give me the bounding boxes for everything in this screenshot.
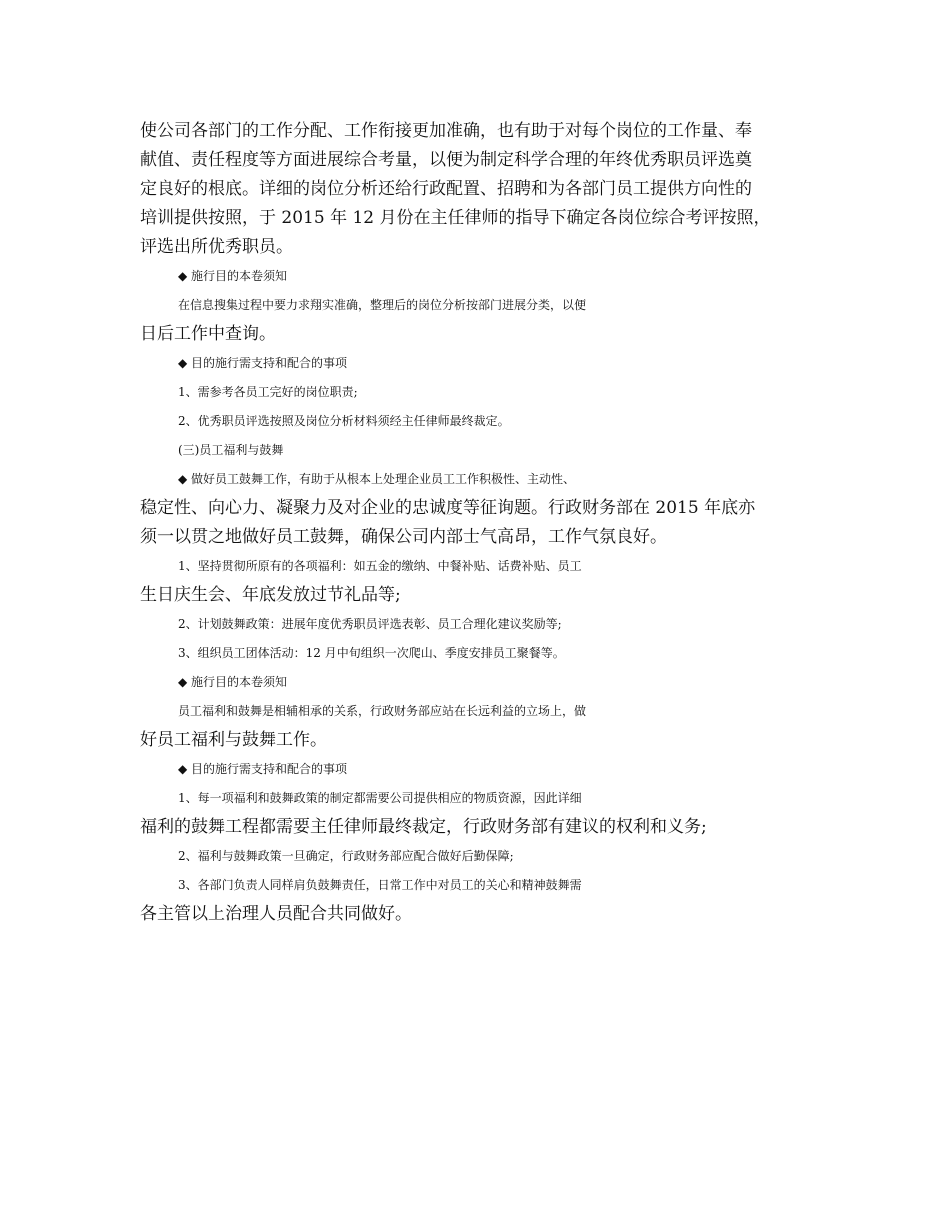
text-line: 定良好的根底。详细的岗位分析还给行政配置、招聘和为各部门员工提供方向性的 [140, 179, 752, 199]
text-line: 福利的鼓舞工程都需要主任律师最终裁定，行政财务部有建议的权利和义务; [140, 817, 707, 837]
text-line: 评选出所优秀职员。 [140, 237, 293, 257]
text-line: 好员工福利与鼓舞工作。 [140, 730, 327, 750]
text-line: 在信息搜集过程中要力求翔实准确，整理后的岗位分析按部门进展分类，以便 [178, 298, 587, 312]
document-body [140, 117, 812, 929]
text-line: 须一以贯之地做好员工鼓舞，确保公司内部士气高昂，工作气氛良好。 [140, 527, 667, 547]
text-line: 1、每一项福利和鼓舞政策的制定都需要公司提供相应的物质资源，因此详细 [178, 791, 582, 805]
text-line: ◆ 施行目的本卷须知 [178, 269, 288, 283]
text-line: 献值、责任程度等方面进展综合考量，以便为制定科学合理的年终优秀职员评选奠 [140, 150, 752, 170]
text-line: ◆ 目的施行需支持和配合的事项 [178, 356, 348, 370]
text-line: 2、计划鼓舞政策：进展年度优秀职员评选表彰、员工合理化建议奖励等; [178, 617, 562, 631]
text-line: 日后工作中查询。 [140, 324, 276, 344]
text-line: 各主管以上治理人员配合共同做好。 [140, 904, 412, 924]
text-line: 1、坚持贯彻所原有的各项福利：如五金的缴纳、中餐补贴、话费补贴、员工 [178, 559, 582, 573]
text-line: 员工福利和鼓舞是相辅相承的关系，行政财务部应站在长远利益的立场上，做 [178, 704, 587, 718]
text-line: 2、福利与鼓舞政策一旦确定，行政财务部应配合做好后勤保障; [178, 849, 514, 863]
text-line: ◆ 施行目的本卷须知 [178, 675, 288, 689]
text-line: 1、需参考各员工完好的岗位职责; [178, 385, 358, 399]
text-line: 使公司各部门的工作分配、工作衔接更加准确，也有助于对每个岗位的工作量、奉 [140, 121, 752, 141]
text-line: 生日庆生会、年底发放过节礼品等; [140, 585, 401, 605]
text-line: (三)员工福利与鼓舞 [178, 443, 284, 457]
text-line: ◆ 做好员工鼓舞工作，有助于从根本上处理企业员工工作积极性、主动性、 [178, 472, 576, 486]
text-line: 稳定性、向心力、凝聚力及对企业的忠诚度等征询题。行政财务部在 2015 年底亦 [140, 498, 756, 518]
text-line: 培训提供按照，于 2015 年 12 月份在主任律师的指导下确定各岗位综合考评按照， [140, 208, 771, 228]
text-line: ◆ 目的施行需支持和配合的事项 [178, 762, 348, 776]
text-line: 2、优秀职员评选按照及岗位分析材料须经主任律师最终裁定。 [178, 414, 510, 428]
text-line: 3、各部门负责人同样肩负鼓舞责任，日常工作中对员工的关心和精神鼓舞需 [178, 878, 582, 892]
text-line: 3、组织员工团体活动：12 月中旬组织一次爬山、季度安排员工聚餐等。 [178, 646, 565, 660]
